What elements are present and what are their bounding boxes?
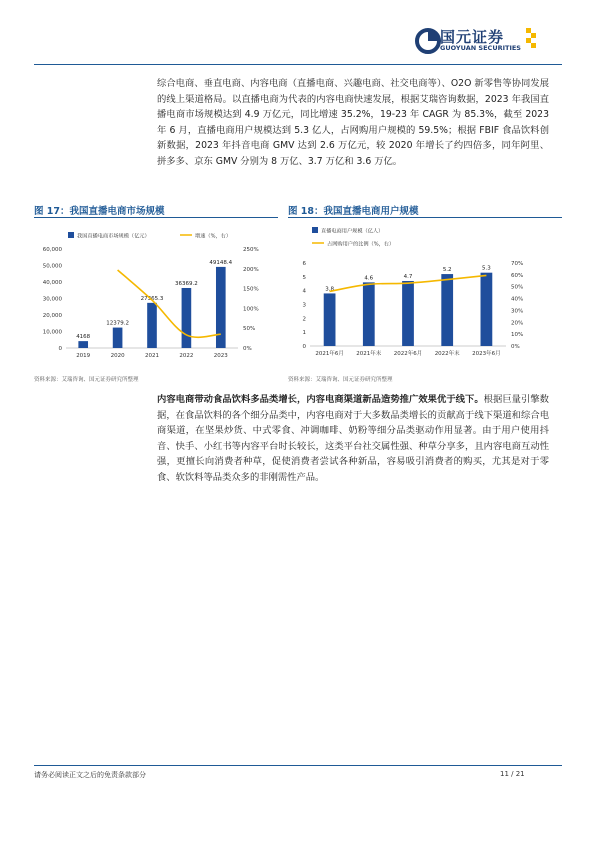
fig17-y-tick-label: 40,000 [42, 280, 62, 286]
fig17-y-tick-label: 10,000 [42, 329, 62, 336]
fig18-data-label: 4.7 [403, 273, 413, 280]
fig17-bar [147, 303, 157, 348]
fig17-y2-tick-label: 200% [243, 266, 259, 273]
fig17-x-tick-label: 2020 [110, 353, 125, 359]
fig18-y-tick-label: 2 [302, 316, 306, 323]
header-divider [34, 64, 562, 65]
footer-disclaimer: 请务必阅读正文之后的免责条款部分 [34, 771, 146, 779]
fig17-y2-tick-label: 250% [243, 247, 259, 253]
fig17-y-tick-label: 60,000 [42, 247, 62, 253]
fig18-y2-tick-label: 10% [511, 332, 524, 339]
fig17-x-tick-label: 2021 [145, 353, 159, 359]
fig18-bar [441, 274, 453, 346]
figure-17-title: 图 17：我国直播电商市场规模 [34, 206, 165, 217]
figure-18-source: 资料来源：艾瑞咨询、国元证券研究所整理 [288, 377, 393, 383]
fig17-y-tick-label: 0 [58, 346, 62, 352]
fig17-bar [216, 267, 226, 348]
fig18-y-tick-label: 1 [302, 330, 306, 337]
fig17-y-tick-label: 50,000 [42, 263, 62, 270]
fig17-y-tick-label: 20,000 [42, 313, 62, 319]
fig18-x-tick-label: 2023年6月 [472, 351, 501, 357]
figure-18-title: 图 18：我国直播电商用户规模 [288, 206, 419, 217]
paragraph-2-text: 根据巨量引擎数据，在食品饮料的各个细分品类中，内容电商对于大多数品类增长的贡献高于线下渠道和综合电商渠道，在坚果炒货、中式零食、冲调咖啡、奶粉等细分品类驱动作用显著。由于用户使用抖音、快手、小红书等内容平台时长较长，这类平台社交属性强、种草分享多，且内容电商互动性强，更擅长向消费者种草，促使消费者尝试各种新品，容易吸引消费者的购买，尤其是对于零食、软饮料等品类众多的非刚需性产品。 [157, 394, 549, 483]
fig17-data-label: 36369.2 [175, 280, 198, 287]
figure-17-divider [34, 217, 278, 218]
fig18-y2-tick-label: 30% [511, 308, 524, 315]
fig18-bar [324, 293, 336, 346]
fig18-legend-bar-swatch [312, 227, 318, 233]
fig17-legend-bar-label: 我国直播电商市场规模（亿元） [77, 233, 150, 240]
fig17-y2-tick-label: 100% [243, 306, 259, 313]
fig17-data-label: 27365.3 [140, 295, 164, 302]
fig18-data-label: 4.6 [364, 275, 374, 282]
fig17-data-label: 12379.2 [106, 320, 129, 327]
fig17-legend-line-label: 增速（%，右） [195, 233, 232, 240]
fig18-y2-tick-label: 20% [511, 320, 524, 327]
fig18-y-tick-label: 6 [302, 261, 306, 267]
fig17-legend-bar-swatch [68, 232, 74, 238]
fig18-y-tick-label: 4 [302, 288, 306, 295]
fig17-line-series [118, 270, 221, 337]
fig17-y2-tick-label: 150% [243, 286, 259, 293]
fig17-y2-tick-label: 0% [243, 346, 252, 352]
fig17-bar [113, 328, 123, 348]
fig17-y2-tick-label: 50% [243, 326, 256, 333]
brand-name-en: GUOYUAN SECURITIES [440, 44, 521, 52]
fig18-x-tick-label: 2022年6月 [393, 351, 423, 357]
fig18-y2-tick-label: 50% [511, 284, 524, 291]
fig18-y-tick-label: 0 [302, 344, 306, 350]
fig18-bar [402, 281, 414, 346]
fig18-data-label: 3.8 [325, 286, 334, 293]
figure-18-chart [288, 220, 556, 370]
fig17-x-tick-label: 2019 [76, 353, 91, 359]
fig17-bar [182, 288, 192, 348]
body-paragraph-2 [157, 392, 549, 486]
fig18-x-tick-label: 2021年末 [356, 351, 382, 357]
fig18-y2-tick-label: 0% [511, 344, 520, 350]
fig18-data-label: 5.2 [442, 267, 452, 274]
fig18-y-tick-label: 5 [302, 274, 306, 281]
figure-17-chart [30, 220, 284, 370]
fig18-legend-line-label: 占网购用户的比例（%，右） [327, 241, 395, 248]
page-number: 11 / 21 [500, 770, 525, 778]
fig18-bar [481, 273, 493, 346]
footer-divider [34, 765, 562, 766]
fig18-legend-bar-label: 直播电商用户规模（亿人） [321, 228, 384, 235]
fig17-data-label: 4168 [76, 334, 91, 341]
fig18-x-tick-label: 2022年末 [434, 351, 460, 357]
fig18-x-tick-label: 2021年6月 [315, 351, 344, 357]
brand-name: 国元证券 [440, 28, 505, 46]
fig18-y2-tick-label: 60% [511, 272, 524, 279]
fig17-data-label: 49148.4 [209, 259, 233, 266]
fig17-x-tick-label: 2022 [179, 353, 194, 359]
figure-17-source: 资料来源：艾瑞咨询、国元证券研究所整理 [34, 377, 139, 383]
paragraph-2-lead: 内容电商带动食品饮料多品类增长，内容电商渠道新品造势推广效果优于线下。 [157, 394, 484, 405]
fig17-y-tick-label: 30,000 [42, 296, 62, 303]
fig17-x-tick-label: 2023 [213, 353, 228, 359]
fig17-bar [78, 341, 88, 348]
fig18-y2-tick-label: 70% [511, 261, 524, 267]
body-paragraph-1: 综合电商、垂直电商、内容电商（直播电商、兴趣电商、社交电商等）、O2O 新零售等协同发展的线上渠道格局。以直播电商为代表的内容电商快速发展，根据艾瑞咨询数据，2023 年我国直播电商市场规模达到 4.9 万亿元，同比增速 35.2%，19-23 年 CAGR 为 85.3%，截至 2023 年 6 月，直播电商用户规模达到 5.3 亿人，占网购用户规模的 59.5%；根据 FBIF 食品饮料创新数据，2023 年抖音电商 GMV 达到 2.6 万亿元，较 2020 年增长了约四倍多，同年阿里、拼多多、京东 GMV 分别为 8 万亿、3.7 万亿和 3.6 万亿。 [157, 78, 549, 167]
fig18-y2-tick-label: 40% [511, 296, 524, 303]
fig18-data-label: 5.3 [482, 265, 491, 272]
fig18-y-tick-label: 3 [302, 302, 306, 309]
fig18-bar [363, 282, 375, 346]
figure-18-divider [288, 217, 562, 218]
